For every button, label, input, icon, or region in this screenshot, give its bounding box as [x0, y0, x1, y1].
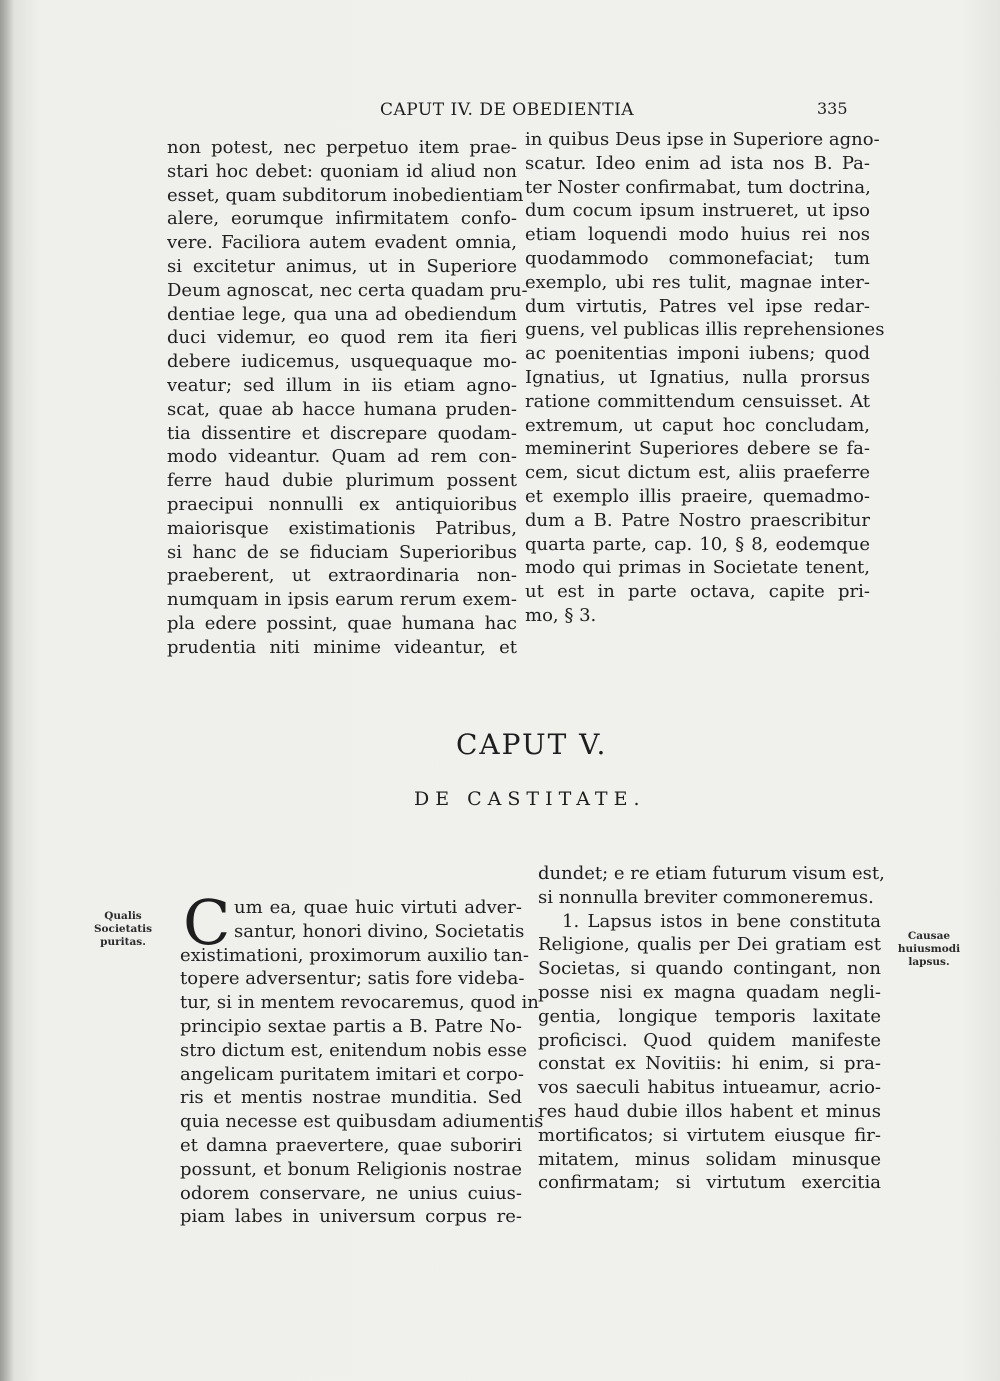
text-line: meminerint Superiores debere se fa-	[525, 438, 870, 460]
chapter-title: CAPUT V.	[456, 728, 608, 761]
text-line: non potest, nec perpetuo item prae-	[167, 137, 517, 158]
text-line: ter Noster confirmabat, tum doctrina,	[525, 176, 871, 198]
text-line: ferre haud dubie plurimum possent	[167, 470, 517, 492]
text-line: ac poenitentias imponi iubens; quod	[525, 343, 870, 365]
text-line: topere adversentur; satis fore videba-	[180, 968, 525, 990]
text-line: dum a B. Patre Nostro praescribitur	[525, 509, 870, 531]
text-line: scatur. Ideo enim ad ista nos B. Pa-	[525, 152, 870, 174]
text-line: mo, § 3.	[525, 604, 597, 626]
text-line: si excitetur animus, ut in Superiore	[167, 255, 517, 277]
text-line: et damna praevertere, quae suboriri	[180, 1134, 522, 1156]
text-line: quodammodo commonefaciat; tum	[525, 247, 870, 269]
text-line: dentiae lege, qua una ad obediendum	[167, 303, 517, 325]
text-line: stro dictum est, enitendum nobis esse	[180, 1039, 528, 1061]
text-line: praecipui nonnulli ex antiquioribus	[167, 493, 517, 515]
text-line: vere. Faciliora autem evadent omnia,	[167, 232, 517, 254]
text-line: quarta parte, cap. 10, § 8, eodemque	[525, 533, 870, 555]
text-line: esset, quam subditorum inobedientiam	[167, 184, 524, 206]
text-line: veatur; sed illum in iis etiam agno-	[167, 374, 517, 396]
text-line: dum virtutis, Patres vel ipse redar-	[525, 295, 870, 317]
text-line: Deum agnoscat, nec certa quadam pru-	[167, 279, 528, 301]
text-line: stari hoc debet: quoniam id aliud non	[167, 160, 517, 182]
text-line: scat, quae ab hacce humana pruden-	[167, 398, 517, 420]
bottom-left-column	[180, 896, 544, 1229]
text-line: 1. Lapsus istos in bene constituta	[562, 910, 881, 932]
text-line: proficisci. Quod quidem manifeste	[538, 1029, 881, 1051]
text-line: Societas, si quando contingant, non	[538, 958, 881, 980]
text-line: tia dissentire et discrepare quodam-	[167, 422, 517, 444]
text-line: cem, sicut dictum est, aliis praeferre	[525, 462, 870, 484]
text-line: pla edere possint, quae humana hac	[167, 612, 517, 634]
text-line: si hanc de se fiduciam Superioribus	[167, 541, 517, 563]
bottom-right-column	[538, 862, 885, 1195]
text-line: alere, eorumque infirmitatem confo-	[167, 208, 517, 230]
top-right-column	[525, 128, 885, 628]
text-line: et exemplo illis praeire, quemadmo-	[525, 485, 870, 507]
text-line: dundet; e re etiam futurum visum est,	[538, 863, 885, 884]
text-line: etiam loquendi modo huius rei nos	[525, 224, 870, 246]
text-line: existimationi, proximorum auxilio tan-	[180, 944, 529, 966]
text-line: mortificatos; si virtutem eiusque fir-	[538, 1124, 881, 1146]
text-line: modo qui primas in Societate tenent,	[525, 557, 870, 579]
text-line: praeberent, ut extraordinaria non-	[167, 565, 517, 587]
text-line: numquam in ipsis earum rerum exem-	[167, 589, 517, 611]
text-line: Ignatius, ut Ignatius, nulla prorsus	[525, 366, 870, 388]
text-line: ratione committendum censuisset. At	[525, 390, 870, 412]
text-line: odorem conservare, ne unius cuius-	[180, 1182, 522, 1204]
text-line: guens, vel publicas illis reprehensiones	[525, 319, 885, 341]
text-line: debere iudicemus, usquequaque mo-	[167, 351, 517, 373]
text-line: ut est in parte octava, capite pri-	[525, 581, 870, 603]
text-line: confirmatam; si virtutum exercitia	[538, 1172, 881, 1194]
text-line: gentia, longique temporis laxitate	[538, 1005, 881, 1027]
drop-cap: C	[183, 886, 231, 959]
text-line: constat ex Novitiis: hi enim, si pra-	[538, 1053, 881, 1075]
text-line: prudentia niti minime videantur, et	[167, 636, 517, 658]
text-line: um ea, quae huic virtuti adver-	[234, 897, 522, 918]
text-line: dum cocum ipsum instrueret, ut ipso	[525, 200, 870, 222]
text-line: ris et mentis nostrae munditia. Sed	[180, 1087, 522, 1109]
top-left-column	[167, 136, 528, 660]
text-line: santur, honori divino, Societatis	[234, 920, 525, 942]
text-line: extremum, ut caput hoc concludam,	[525, 414, 870, 436]
text-line: Religione, qualis per Dei gratiam est	[538, 934, 881, 956]
text-line: posse nisi ex magna quadam negli-	[538, 981, 881, 1003]
text-line: modo videantur. Quam ad rem con-	[167, 446, 517, 468]
running-head: CAPUT IV. DE OBEDIENTIA	[380, 100, 635, 120]
page-number: 335	[817, 99, 848, 118]
margin-note-left: Qualis Societatis puritas.	[93, 910, 153, 948]
text-line: possunt, et bonum Religionis nostrae	[180, 1158, 522, 1180]
text-line: res haud dubie illos habent et minus	[538, 1100, 881, 1122]
text-line: angelicam puritatem imitari et corpo-	[180, 1063, 524, 1085]
margin-note-right: Causae huiusmodi lapsus.	[897, 930, 961, 968]
gutter-shadow	[0, 0, 14, 1381]
text-line: quia necesse est quibusdam adiumentis	[180, 1111, 544, 1133]
text-line: si nonnulla breviter commoneremus.	[538, 886, 874, 908]
text-line: vos saeculi habitus intueamur, acrio-	[538, 1077, 881, 1099]
text-line: tur, si in mentem revocaremus, quod in	[180, 992, 539, 1014]
text-line: piam labes in universum corpus re-	[180, 1206, 522, 1228]
text-line: mitatem, minus solidam minusque	[538, 1148, 881, 1170]
text-line: duci videmur, eo quod rem ita fieri	[167, 327, 517, 349]
text-line: in quibus Deus ipse in Superiore agno-	[525, 129, 880, 150]
text-line: maiorisque existimationis Patribus,	[167, 517, 517, 539]
chapter-subtitle: DE CASTITATE.	[414, 788, 646, 810]
text-line: exemplo, ubi res tulit, magnae inter-	[525, 271, 870, 293]
text-line: principio sextae partis a B. Patre No-	[180, 1015, 522, 1037]
